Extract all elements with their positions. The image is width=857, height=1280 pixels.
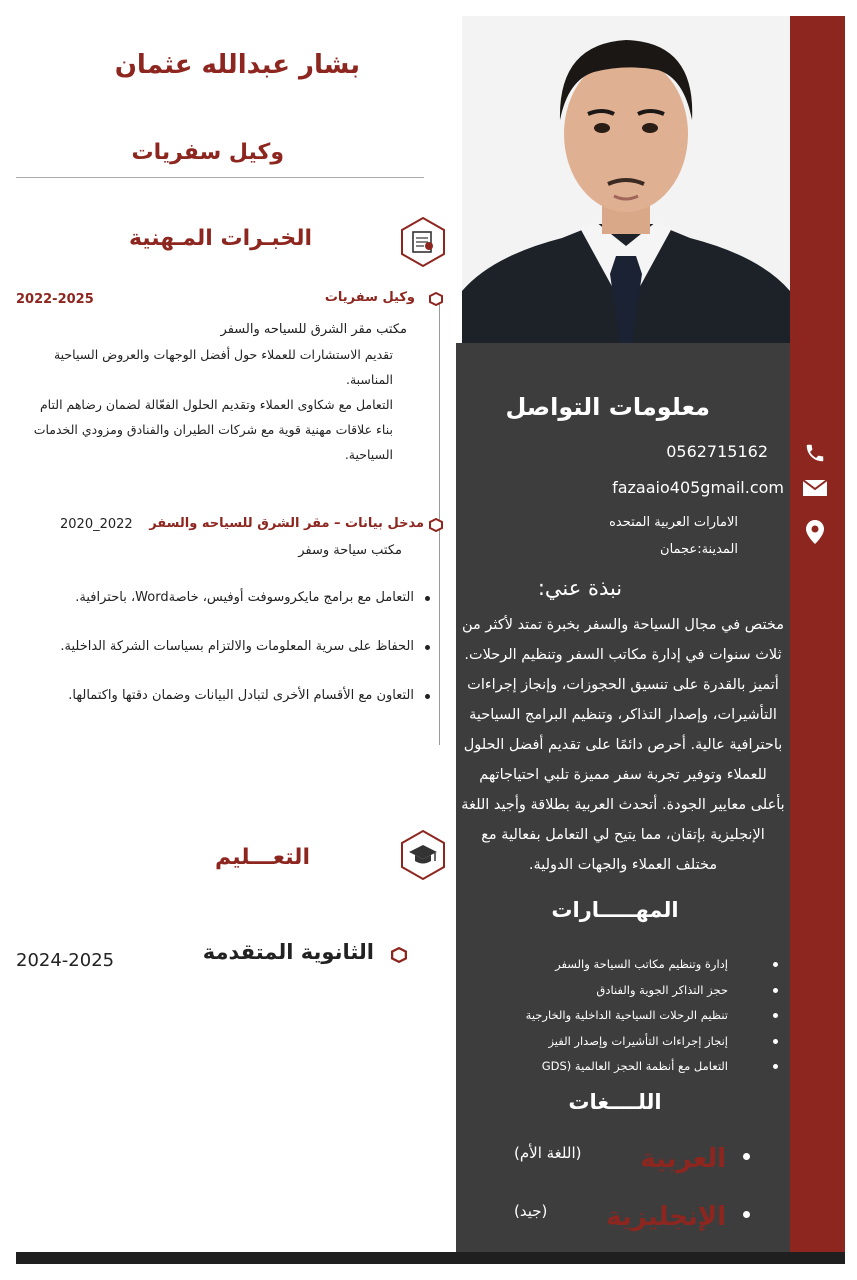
list-item: التعاون مع الأقسام الأخرى لتبادل البيانات وضمان دقتها واكتمالها. (16, 686, 414, 706)
language-bullet (743, 1153, 750, 1160)
top-strip (0, 0, 857, 16)
job-1-duties (16, 342, 393, 467)
portrait-illustration (462, 16, 790, 343)
list-item: بناء علاقات مهنية قوية مع شركات الطيران والفنادق ومزودي الخدمات (16, 417, 393, 442)
education-title: التعـــليم (215, 845, 310, 870)
email-address: fazaaio405gmail.com (612, 478, 784, 497)
country: الامارات العربية المتحده (609, 515, 738, 530)
languages-title: اللــــغات (568, 1090, 662, 1114)
skill-item: حجز التذاكر الجوية والفنادق (486, 978, 786, 1004)
title-divider (16, 177, 424, 178)
language-row (500, 1144, 760, 1174)
job-2-title: مدخل بيانات – مقر الشرق للسياحه والسفر (149, 516, 424, 531)
city: المدينة:عجمان (660, 542, 738, 557)
phone-icon (798, 437, 832, 469)
hexagon-bullet-icon (391, 947, 407, 963)
contact-title: معلومات التواصل (505, 393, 710, 421)
job-2-date: 2020_2022 (60, 517, 133, 532)
footer-bar (16, 1252, 845, 1264)
list-item: تقديم الاستشارات للعملاء حول أفضل الوجهات والعروض السياحية (16, 342, 393, 367)
graduation-cap-icon (400, 829, 446, 881)
skill-item: التعامل مع أنظمة الحجز العالمية (GDS (486, 1054, 786, 1080)
job-2-company: مكتب سياحة وسفر (298, 543, 402, 558)
profile-photo (462, 16, 790, 343)
hexagon-bullet-icon (429, 518, 443, 532)
language-bullet (743, 1211, 750, 1218)
job-1-company: مكتب مقر الشرق للسياحه والسفر (220, 322, 407, 337)
language-row (500, 1202, 760, 1232)
job-2-duties (16, 588, 414, 735)
phone-number: 0562715162 (666, 442, 768, 461)
language-name: العربية (640, 1144, 726, 1174)
education-degree: الثانوية المتقدمة (202, 940, 374, 964)
job-title: وكيل سفريات (131, 140, 284, 165)
language-name: الإنجليزية (606, 1202, 726, 1232)
education-date: 2024-2025 (16, 950, 115, 971)
person-name: بشار عبدالله عثمان (114, 50, 360, 80)
skill-item: تنظيم الرحلات السياحية الداخلية والخارجية (486, 1003, 786, 1029)
job-1-title: وكيل سفريات (324, 290, 415, 305)
language-level: (اللغة الأم) (514, 1144, 582, 1162)
list-item: الحفاظ على سرية المعلومات والالتزام بسياسات الشركة الداخلية. (16, 637, 414, 657)
list-item: التعامل مع شكاوى العملاء وتقديم الحلول الفعّالة لضمان رضاهم التام (16, 392, 393, 417)
job-1-date: 2022-2025 (16, 292, 94, 307)
skills-title: المهـــــارات (551, 898, 679, 922)
experience-title: الخبـرات المـهنية (128, 226, 312, 251)
list-item-continuation: المناسبة. (345, 372, 393, 387)
location-icon (798, 516, 832, 548)
about-text: مختص في مجال السياحة والسفر بخبرة تمتد لأكثر من ثلاث سنوات في إدارة مكاتب السفر وتنظيم الرحلات. أتميز بالقدرة على تنسيق الحجوزات، وإنجاز إجراءات التأشيرات، وإصدار التذاكر، وتنظيم البرامج السياحية باحترافية عالية. أحرص دائمًا على تقديم أفضل الحلول للعملاء وتوفير تجربة سفر مميزة تلبي احتياجاتهم بأعلى معايير الجودة. أتحدث العربية بطلاقة وأجيد اللغة الإنجليزية بإتقان، مما يتيح لي التعامل بفعالية مع مختلف العملاء والجهات الدولية. (461, 617, 785, 873)
skill-item: إنجاز إجراءات التأشيرات وإصدار الفيز (486, 1029, 786, 1055)
list-item: التعامل مع برامج مايكروسوفت أوفيس، خاصةWord، باحترافية. (16, 588, 414, 608)
skills-list (486, 952, 786, 1080)
mail-icon (798, 472, 832, 504)
list-item-continuation: السياحية. (344, 447, 393, 462)
accent-sidebar (790, 16, 845, 1256)
hexagon-bullet-icon (429, 292, 443, 306)
language-level: (جيد) (514, 1202, 548, 1220)
experience-icon (400, 216, 446, 268)
about-title: نبذة عني: (537, 576, 623, 600)
skill-item: إدارة وتنظيم مكاتب السياحة والسفر (486, 952, 786, 978)
